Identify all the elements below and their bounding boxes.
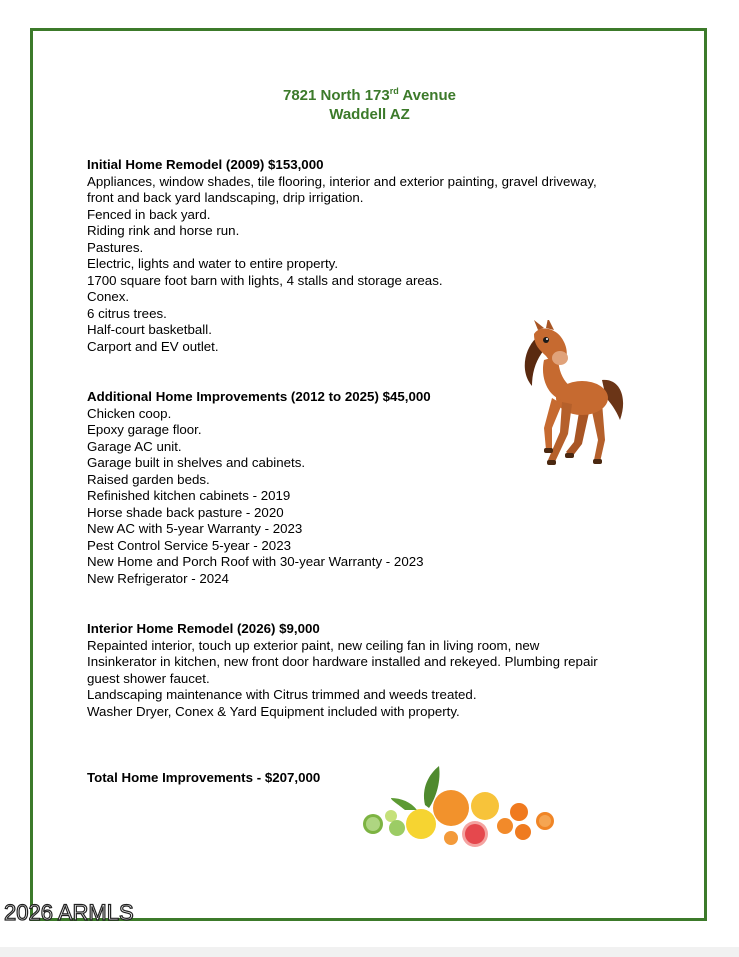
horse-image: [510, 320, 630, 480]
section-line: Epoxy garage floor.: [87, 422, 202, 437]
total-improvements: Total Home Improvements - $207,000: [87, 770, 321, 785]
section-line: New Refrigerator - 2024: [87, 570, 229, 586]
section-heading: Additional Home Improvements (2012 to 2025) $45,000: [87, 389, 431, 404]
section-line: Refinished kitchen cabinets - 2019: [87, 488, 291, 503]
section-line: Repainted interior, touch up exterior paint, new ceiling fan in living room, new: [87, 637, 540, 653]
city-line: Waddell AZ: [329, 106, 410, 123]
section-line: Garage AC unit.: [87, 438, 182, 454]
section-line: Horse shade back pasture - 2020: [87, 504, 284, 520]
section-line: Landscaping maintenance with Citrus trimmed and weeds treated.: [87, 687, 477, 702]
section-line: Electric, lights and water to entire property.: [87, 256, 339, 271]
section-line: New AC with 5-year Warranty - 2023: [87, 521, 303, 536]
section-line: Half-court basketball.: [87, 322, 212, 337]
section-line: Carport and EV outlet.: [87, 338, 219, 354]
section-line: Riding rink and horse run.: [87, 223, 240, 238]
section-line: Pastures.: [87, 239, 144, 255]
section-line: 1700 square foot barn with lights, 4 stalls and storage areas.: [87, 272, 443, 288]
citrus-fruits-image: [355, 760, 565, 855]
section-line: Conex.: [87, 289, 130, 304]
address-line: 7821 North 173rd Avenue: [283, 86, 456, 104]
section-line: Chicken coop.: [87, 405, 172, 421]
section-line: Garage built in shelves and cabinets.: [87, 455, 306, 470]
section-heading: Interior Home Remodel (2026) $9,000: [87, 621, 320, 636]
interior-remodel-section: [87, 621, 657, 720]
section-line: New Home and Porch Roof with 30-year Warranty - 2023: [87, 554, 424, 569]
section-line: Pest Control Service 5-year - 2023: [87, 537, 291, 553]
section-line: 6 citrus trees.: [87, 305, 167, 321]
section-line: guest shower faucet.: [87, 670, 210, 686]
section-line: Fenced in back yard.: [87, 206, 211, 222]
section-line: Insinkerator in kitchen, new front door hardware installed and rekeyed. Plumbing repair: [87, 654, 598, 669]
section-line: Raised garden beds.: [87, 471, 210, 487]
page-bottom-shade: [0, 947, 739, 957]
copyright-watermark: 2026 ARMLS: [4, 900, 134, 925]
section-line: front and back yard landscaping, drip irrigation.: [87, 190, 364, 205]
section-line: Washer Dryer, Conex & Yard Equipment included with property.: [87, 703, 460, 719]
section-line: Appliances, window shades, tile flooring, interior and exterior painting, gravel driveway,: [87, 173, 597, 189]
section-heading: Initial Home Remodel (2009) $153,000: [87, 157, 324, 172]
